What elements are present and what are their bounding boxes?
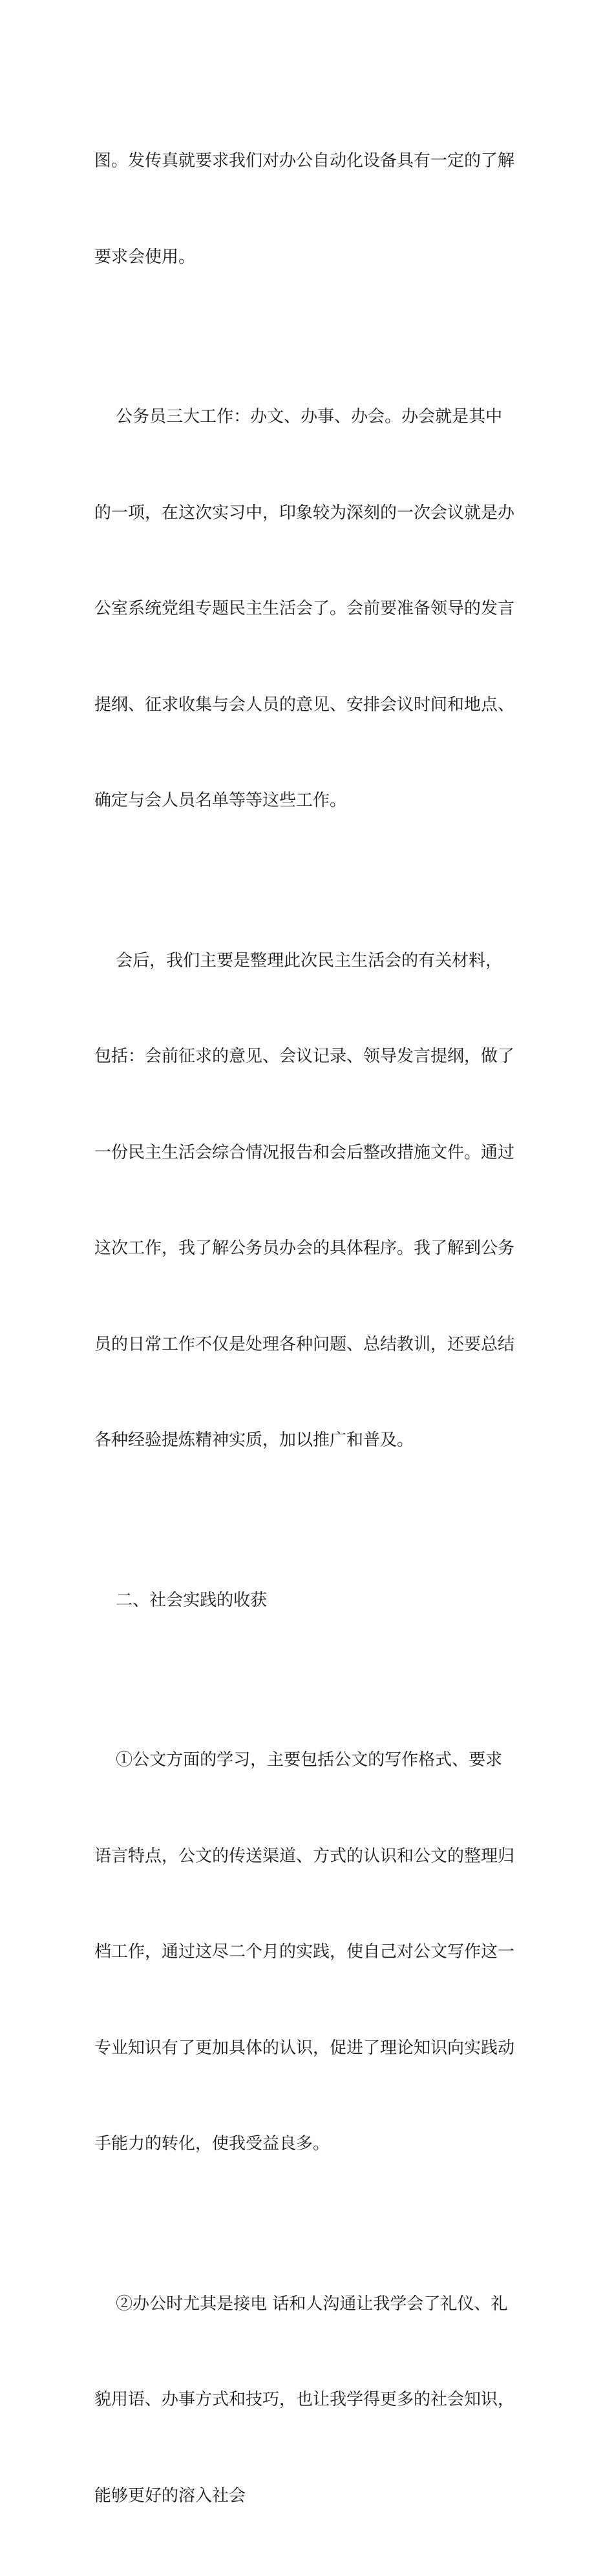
document-body [94,81,521,2576]
text-line: 二、社会实践的收获 [94,1585,521,1617]
section-heading [94,1521,521,1681]
paragraph [94,337,521,881]
text-line: 提纲、征求收集与会人员的意见、安排会议时间和地点、 [94,689,521,722]
text-line: 图。发传真就要求我们对办公自动化设备具有一定的了解 [94,145,521,178]
text-line: ②办公时尤其是接电 话和人沟通让我学会了礼仪、礼 [94,2288,521,2321]
text-line: 的一项，在这次实习中，印象较为深刻的一次会议就是办 [94,497,521,530]
text-line: 语言特点，公文的传送渠道、方式的认识和公文的整理归 [94,1841,521,1873]
text-line: 手能力的转化，使我受益良多。 [94,2128,521,2161]
paragraph [94,1681,521,2225]
text-line: 公室系统党组专题民主生活会了。会前要准备领导的发言 [94,593,521,625]
text-line: 包括：会前征求的意见、会议记录、领导发言提纲，做了 [94,1041,521,1073]
text-line: 貌用语、办事方式和技巧，也让我学得更多的社会知识， [94,2384,521,2416]
text-line: 会后，我们主要是整理此次民主生活会的有关材料， [94,945,521,978]
text-line: 能够更好的溶入社会 [94,2480,521,2513]
text-line: 要求会使用。 [94,242,521,274]
text-line: 公务员三大工作：办文、办事、办会。办会就是其中 [94,401,521,434]
text-line: 员的日常工作不仅是处理各种问题、总结教训，还要总结 [94,1329,521,1361]
text-line: 各种经验提炼精神实质，加以推广和普及。 [94,1425,521,1457]
paragraph [94,2225,521,2576]
paragraph [94,81,521,337]
text-line: 档工作，通过这尽二个月的实践，使自己对公文写作这一 [94,1936,521,1969]
text-line: ①公文方面的学习，主要包括公文的写作格式、要求 [94,1744,521,1777]
paragraph [94,881,521,1521]
document-page [0,0,614,868]
text-line: 一份民主生活会综合情况报告和会后整改措施文件。通过 [94,1137,521,1169]
text-line: 这次工作，我了解公务员办会的具体程序。我了解到公务 [94,1233,521,1265]
text-line: 专业知识有了更加具体的认识，促进了理论知识向实践动 [94,2033,521,2065]
text-line: 确定与会人员名单等等这些工作。 [94,785,521,817]
